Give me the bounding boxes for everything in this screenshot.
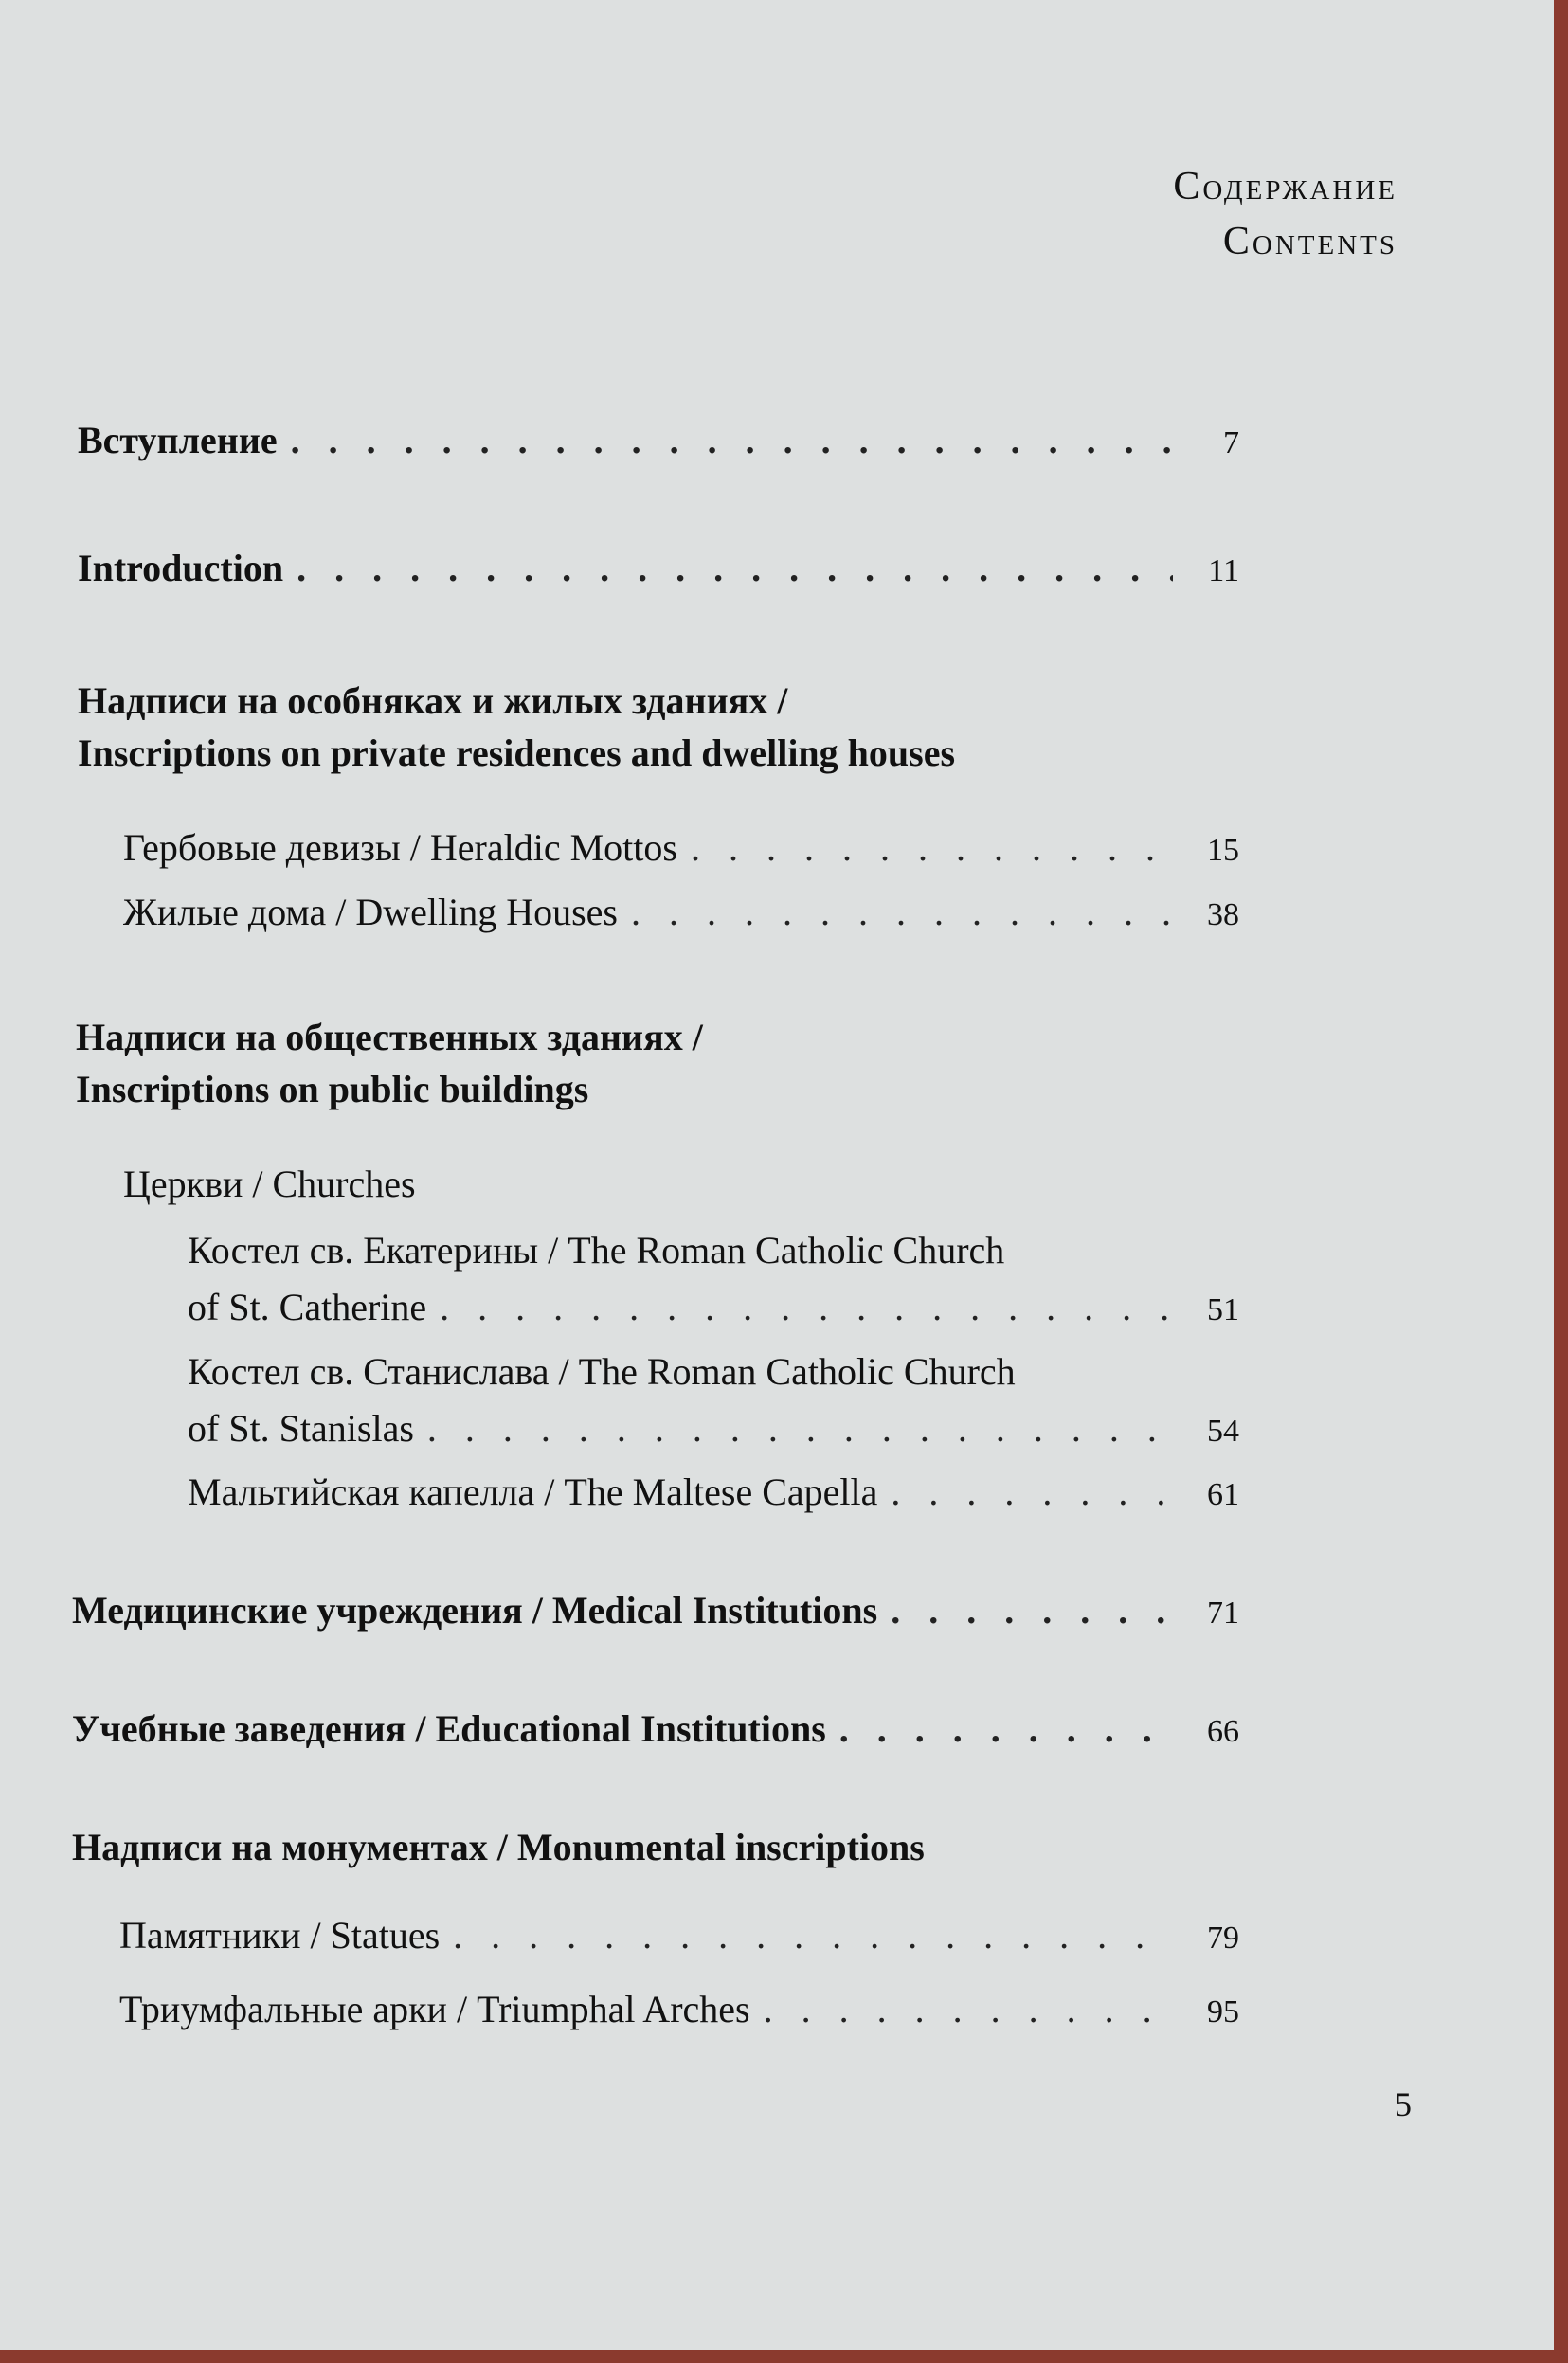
toc-entry-intro-en xyxy=(78,545,1239,595)
toc-entry xyxy=(123,824,1239,875)
toc-entry-intro-ru xyxy=(78,417,1239,467)
toc-entry xyxy=(119,1986,1239,2036)
dot-leader xyxy=(440,1284,1173,1331)
dot-leader xyxy=(839,1705,1173,1753)
toc-entry-label: Introduction xyxy=(78,547,284,589)
subsection-title: Церкви / Churches xyxy=(123,1163,416,1205)
toc-page-number: 38 xyxy=(1207,897,1239,932)
dot-leader xyxy=(691,824,1173,872)
toc-entry xyxy=(123,889,1239,939)
section-title: Надписи на монументах / Monumental inscriptions xyxy=(72,1826,925,1868)
dot-leader xyxy=(631,889,1173,936)
dot-leader xyxy=(891,1587,1173,1634)
toc-entry-line1: Костел св. Станислава / The Roman Catholic Church xyxy=(188,1350,1016,1393)
dot-leader xyxy=(764,1986,1173,2033)
toc-entry-label: of St. Stanislas xyxy=(188,1407,414,1450)
section-title-ru: Надписи на общественных зданиях / xyxy=(76,1016,703,1058)
toc-entry-label: Медицинские учреждения / Medical Institutions xyxy=(72,1589,878,1632)
toc-entry-label: Мальтийская капелла / The Maltese Capella xyxy=(188,1470,878,1513)
contents-heading xyxy=(1173,159,1397,269)
dot-leader xyxy=(297,545,1173,592)
section-title-en: Inscriptions on private residences and dwelling houses xyxy=(78,731,956,774)
toc-page-number: 95 xyxy=(1207,1994,1239,2029)
toc-entry-medical xyxy=(72,1587,1239,1637)
toc-page-number: 61 xyxy=(1207,1477,1239,1512)
toc-entry xyxy=(188,1469,1239,1519)
toc-page-number: 79 xyxy=(1207,1921,1239,1956)
toc-page-number: 66 xyxy=(1207,1714,1239,1749)
heading-russian: Содержание xyxy=(1173,165,1397,208)
page-number: 5 xyxy=(1395,2085,1412,2123)
toc-page-number: 15 xyxy=(1207,833,1239,868)
toc-entry-label: Гербовые девизы / Heraldic Mottos xyxy=(123,826,677,869)
toc-page-number: 71 xyxy=(1207,1596,1239,1631)
toc-entry-label: Вступление xyxy=(78,419,278,461)
dot-leader xyxy=(427,1405,1173,1452)
section-title-ru: Надписи на особняках и жилых зданиях / xyxy=(78,679,788,722)
toc-entry-label: Жилые дома / Dwelling Houses xyxy=(123,891,618,933)
toc-entry xyxy=(188,1405,1239,1455)
toc-entry-label: Триумфальные арки / Triumphal Arches xyxy=(119,1988,750,2030)
toc-entry-label: Учебные заведения / Educational Institutions xyxy=(72,1707,826,1750)
dot-leader xyxy=(291,417,1173,464)
toc-entry xyxy=(119,1912,1239,1962)
toc-page-number: 54 xyxy=(1207,1414,1239,1449)
toc-entry-educational xyxy=(72,1705,1239,1756)
toc-page-number: 51 xyxy=(1207,1292,1239,1327)
toc-entry-label: Памятники / Statues xyxy=(119,1914,441,1957)
section-title-en: Inscriptions on public buildings xyxy=(76,1068,589,1110)
dot-leader xyxy=(453,1912,1173,1959)
heading-english: Contents xyxy=(1222,220,1397,263)
toc-page-number: 11 xyxy=(1208,553,1239,588)
toc-entry-line1: Костел св. Екатерины / The Roman Catholic Church xyxy=(188,1229,1005,1272)
dot-leader xyxy=(891,1469,1173,1516)
toc-entry xyxy=(188,1284,1239,1334)
toc-entry-label: of St. Catherine xyxy=(188,1286,427,1328)
toc-page-number: 7 xyxy=(1223,425,1239,460)
